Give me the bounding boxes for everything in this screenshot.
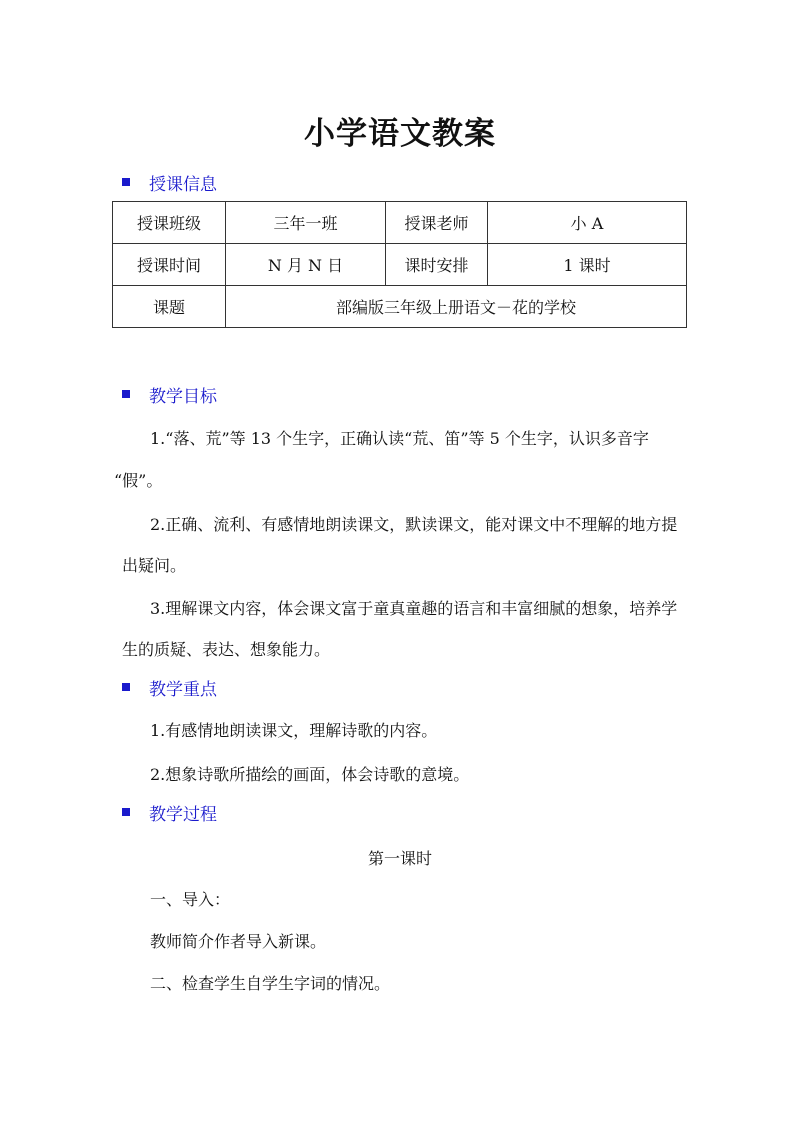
- bullet-square-icon: [122, 178, 130, 186]
- table-row: [113, 202, 687, 244]
- table-cell: 课题: [113, 286, 226, 328]
- table-cell: 授课老师: [386, 202, 488, 244]
- page-title: 小学语文教案: [304, 116, 496, 152]
- table-cell: 1 课时: [488, 244, 687, 286]
- section-heading-info: [122, 170, 217, 194]
- lesson-heading: 第一课时: [367, 849, 432, 868]
- goal-3-line-1: 3.理解课文内容，体会课文富于童真童趣的语言和丰富细腻的想象，培养学: [150, 599, 678, 618]
- table-cell: N 月 N 日: [226, 244, 386, 286]
- table-cell: 授课时间: [113, 244, 226, 286]
- bullet-square-icon: [122, 390, 130, 398]
- table-cell: 课时安排: [386, 244, 488, 286]
- step-2-heading: 二、检查学生自学生字词的情况。: [150, 974, 391, 993]
- bullet-square-icon: [122, 808, 130, 816]
- info-table: [112, 201, 687, 328]
- step-1-heading: 一、导入：: [150, 890, 231, 909]
- goal-1-line-1: 1.“落、荒”等 13 个生字，正确认读“荒、笛”等 5 个生字，认识多音字: [150, 429, 649, 448]
- section-label: 教学重点: [149, 679, 217, 700]
- table-row: [113, 244, 687, 286]
- table-cell: 小 A: [488, 202, 687, 244]
- section-heading-keys: [122, 675, 217, 699]
- section-label: 教学目标: [149, 386, 217, 407]
- goal-2-line-1: 2.正确、流利、有感情地朗读课文，默读课文，能对课文中不理解的地方提: [150, 515, 678, 534]
- key-point-1: 1.有感情地朗读课文，理解诗歌的内容。: [150, 721, 438, 740]
- goal-3-line-2: 生的质疑、表达、想象能力。: [122, 640, 331, 659]
- table-cell: 授课班级: [113, 202, 226, 244]
- step-1-text: 教师简介作者导入新课。: [150, 932, 327, 951]
- table-row: [113, 286, 687, 328]
- section-heading-goals: [122, 382, 217, 406]
- goal-1-line-2: “假”。: [114, 471, 163, 490]
- section-heading-process: [122, 800, 217, 824]
- key-point-2: 2.想象诗歌所描绘的画面，体会诗歌的意境。: [150, 765, 470, 784]
- bullet-square-icon: [122, 683, 130, 691]
- section-label: 授课信息: [149, 174, 217, 195]
- goal-2-line-2: 出疑问。: [122, 556, 187, 575]
- section-label: 教学过程: [149, 804, 217, 825]
- table-cell: 三年一班: [226, 202, 386, 244]
- table-cell: 部编版三年级上册语文－花的学校: [226, 286, 687, 328]
